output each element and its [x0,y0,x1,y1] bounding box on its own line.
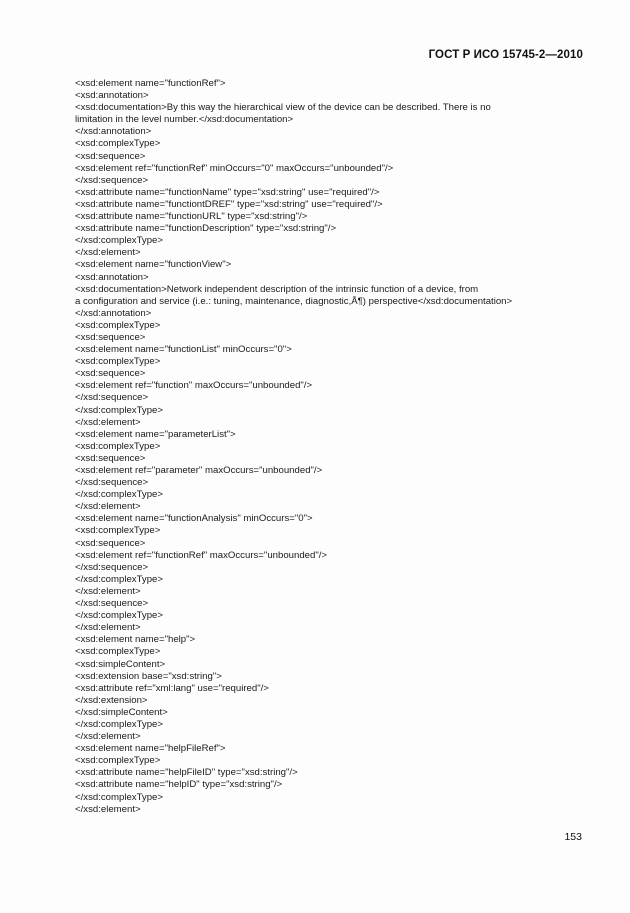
code-line: </xsd:complexType> [75,489,163,501]
code-line: <xsd:simpleContent> [75,658,166,670]
code-line: <xsd:annotation> [75,90,149,102]
code-line: <xsd:annotation> [75,271,149,283]
code-line: limitation in the level number.</xsd:documentation> [75,114,294,126]
code-line: <xsd:extension base="xsd:string"> [75,670,222,682]
code-line: <xsd:complexType> [75,440,161,452]
code-line: <xsd:complexType> [75,646,161,658]
code-line: </xsd:element> [75,416,141,428]
code-line: <xsd:attribute name="functionName" type="xsd:string" use="required"/> [75,186,380,198]
code-line: </xsd:element> [75,622,141,634]
code-line: </xsd:element> [75,247,141,259]
code-line: <xsd:attribute name="functionURL" type="xsd:string"/> [75,211,308,223]
standard-header: ГОСТ Р ИСО 15745-2—2010 [428,49,583,61]
code-line: <xsd:element ref="functionRef" minOccurs="0" maxOccurs="unbounded"/> [75,162,394,174]
code-line: <xsd:element name="parameterList"> [75,428,236,440]
code-line: </xsd:complexType> [75,404,163,416]
code-line: </xsd:element> [75,803,141,815]
code-line: </xsd:sequence> [75,174,149,186]
code-line: </xsd:sequence> [75,392,149,404]
code-line: </xsd:simpleContent> [75,706,168,718]
code-line: </xsd:annotation> [75,126,152,138]
code-line: <xsd:attribute ref="xml:lang" use="required"/> [75,682,269,694]
code-line: <xsd:sequence> [75,537,146,549]
code-line: </xsd:complexType> [75,610,163,622]
code-line: <xsd:element name="helpFileRef"> [75,743,226,755]
code-line: <xsd:complexType> [75,319,161,331]
code-line: </xsd:element> [75,731,141,743]
code-line: </xsd:extension> [75,694,148,706]
code-line: </xsd:complexType> [75,573,163,585]
code-line: <xsd:complexType> [75,356,161,368]
code-line: <xsd:documentation>By this way the hierarchical view of the device can be described. There is no [75,102,491,114]
code-line: <xsd:element name="functionList" minOccurs="0"> [75,344,292,356]
code-line: </xsd:annotation> [75,307,152,319]
code-line: <xsd:element ref="function" maxOccurs="unbounded"/> [75,380,313,392]
code-line: <xsd:attribute name="functiontDREF" type="xsd:string" use="required"/> [75,198,383,210]
code-line: <xsd:sequence> [75,150,146,162]
code-line: <xsd:element name="help"> [75,634,196,646]
xsd-code-listing [75,78,585,816]
code-line: <xsd:element name="functionAnalysis" minOccurs="0"> [75,513,313,525]
code-line: </xsd:sequence> [75,561,149,573]
code-line: <xsd:sequence> [75,368,146,380]
code-line: </xsd:element> [75,585,141,597]
code-line: <xsd:attribute name="helpID" type="xsd:string"/> [75,779,283,791]
code-line: </xsd:sequence> [75,598,149,610]
code-line: <xsd:complexType> [75,138,161,150]
code-line: <xsd:complexType> [75,525,161,537]
code-line: </xsd:complexType> [75,791,163,803]
code-line: <xsd:attribute name="functionDescription" type="xsd:string"/> [75,223,337,235]
code-line: <xsd:element name="functionRef"> [75,78,226,89]
code-line: <xsd:documentation>Network independent description of the intrinsic function of a device, from [75,283,479,295]
code-line: </xsd:complexType> [75,718,163,730]
code-line: </xsd:complexType> [75,235,163,247]
code-line: </xsd:sequence> [75,477,149,489]
code-line: <xsd:sequence> [75,331,146,343]
code-line: </xsd:element> [75,501,141,513]
page-number: 153 [564,831,582,843]
code-line: <xsd:element ref="parameter" maxOccurs="unbounded"/> [75,465,323,476]
code-line: a configuration and service (i.e.: tuning, maintenance, diagnostic,Å¶) perspective</xsd:documentation> [75,295,513,307]
code-line: <xsd:attribute name="helpFileID" type="xsd:string"/> [75,767,298,779]
code-line: <xsd:complexType> [75,755,161,767]
code-line: <xsd:sequence> [75,452,146,464]
code-line: <xsd:element ref="functionRef" maxOccurs="unbounded"/> [75,549,328,561]
code-line: <xsd:element name="functionView"> [75,259,232,271]
